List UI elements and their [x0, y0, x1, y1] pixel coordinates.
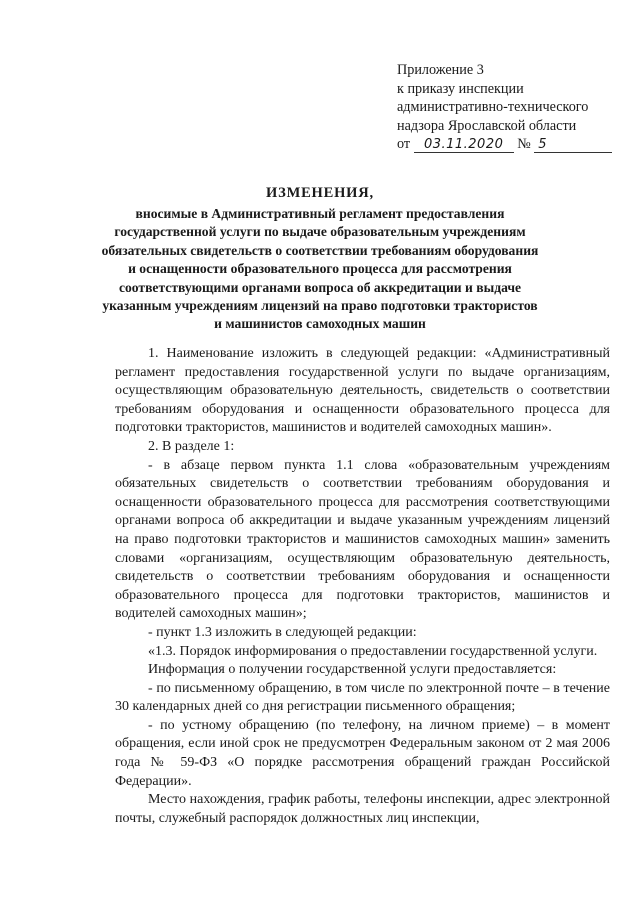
paragraph-2: 2. В разделе 1: [148, 438, 235, 454]
paragraph-5: «1.3. Порядок информирования о предоставлении государственной услуги. [148, 643, 598, 659]
appendix-order-ref: к приказу инспекции [397, 80, 524, 97]
handwritten-date: 03.11.2020 [414, 138, 514, 153]
appendix-agency-line1: административно-технического [397, 99, 589, 116]
from-label: от [397, 136, 411, 153]
paragraph-7: - по письменному обращению, в том числе по электронной почте – в течение 30 календарных дней со дня регистрации письменного обращения; [115, 680, 610, 715]
paragraph-6: Информация о получении государственной услуги предоставляется: [148, 662, 557, 678]
handwritten-number: 5 [534, 138, 612, 153]
paragraph-1: 1. Наименование изложить в следующей редакции: «Административный регламент предоставления государственной услуги по выдаче организациям, осуществляющим образовательную деятельность, свидетельств о соответствии требованиям оборудования и оснащенности образовательного процесса для подготовки трактористов, машинистов и водителей самоходных машин». [115, 346, 610, 436]
document-title: ИЗМЕНЕНИЯ, [266, 185, 374, 201]
paragraph-3: - в абзаце первом пункта 1.1 слова «образовательным учреждениям обязательных свидетельств о соответствии требованиям оборудования и оснащенности образовательного процесса для рассмотрения соответствующими органами вопроса об аккредитации и выдаче указанным учреждениям лицензий на право подготовки трактористов и машинистов самоходных машин» заменить словами «организациям, осуществляющим образовательную деятельность, свидетельств о соответствии требованиям оборудования и оснащенности образовательного процесса для подготовки трактористов, машинистов и водителей самоходных машин»; [115, 457, 610, 622]
number-sign: № [517, 136, 531, 153]
paragraph-9: Место нахождения, график работы, телефоны инспекции, адрес электронной почты, служебный распорядок должностных лиц инспекции, [115, 792, 610, 826]
document-body [115, 345, 610, 828]
appendix-agency-line2: надзора Ярославской области [397, 117, 577, 134]
document-subtitle: вносимые в Административный регламент предоставления государственной услуги по выдаче образовательным учреждениям обязательных свидетельств о соответствии требованиям оборудования и оснащенности образовательного процесса для рассмотрения соответствующими органами вопроса об аккредитации и выдаче указанным учреждениям лицензий на право подготовки трактористов и машинистов самоходных машин [101, 206, 539, 332]
paragraph-8: - по устному обращению (по телефону, на личном приеме) – в момент обращения, если иной срок не предусмотрен Федеральным законом от 2 мая 2006 года № 59-ФЗ «О порядке рассмотрения обращений граждан Российской Федерации». [115, 717, 610, 789]
appendix-date-number-row [397, 135, 627, 154]
appendix-block [397, 61, 627, 154]
appendix-title: Приложение 3 [397, 62, 484, 78]
paragraph-4: - пункт 1.3 изложить в следующей редакции: [148, 624, 417, 640]
